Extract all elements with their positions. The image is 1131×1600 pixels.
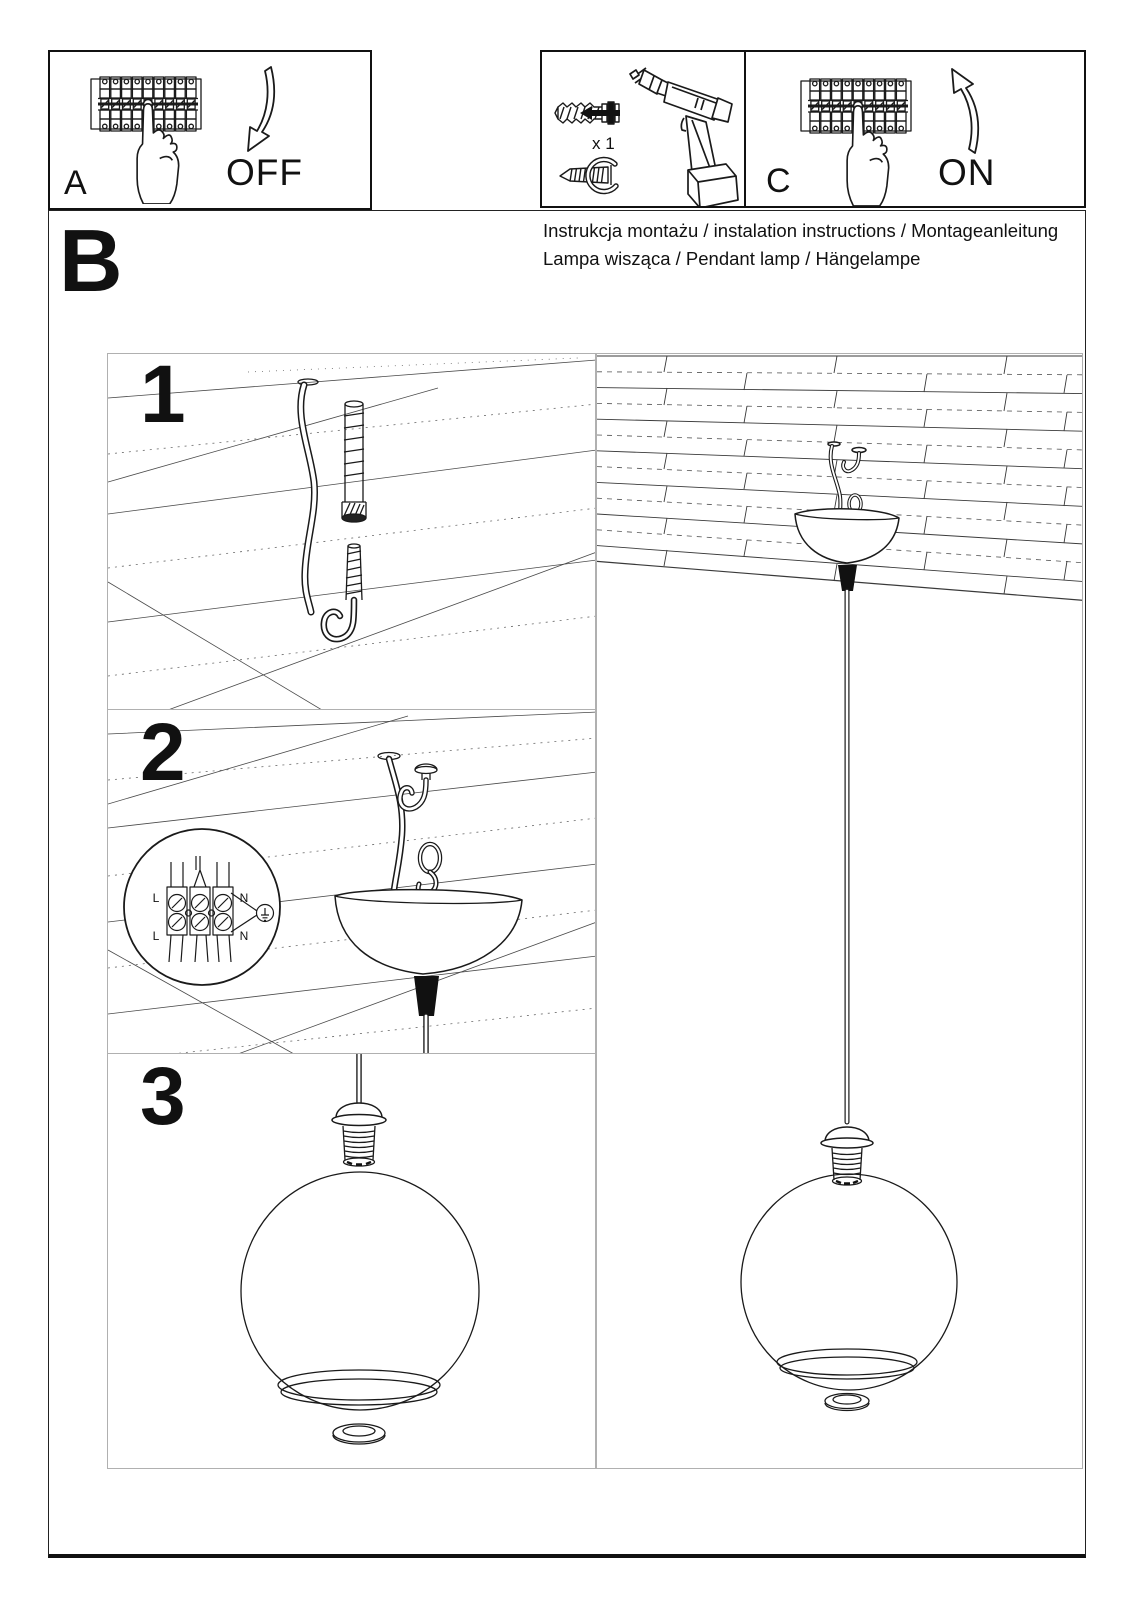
strain-relief-cone-icon — [414, 976, 439, 1016]
wiring-diagram-inset — [124, 829, 280, 985]
strain-relief-cone-icon — [838, 565, 857, 591]
locking-ring-icon — [333, 1424, 385, 1444]
step-1-panel — [107, 353, 596, 709]
wiring-label-live-bottom: L — [152, 929, 160, 943]
wiring-label-live-top: L — [152, 891, 160, 905]
sphere-bottom-rim — [777, 1349, 917, 1379]
step-3-number: 3 — [140, 1053, 186, 1142]
ceiling-hole-icon — [828, 442, 840, 446]
pressing-hand-icon — [839, 104, 895, 206]
panel-c-label: C — [766, 162, 791, 200]
on-label: ON — [938, 152, 996, 193]
instruction-title-line2: Lampa wisząca / Pendant lamp / Hängelampe — [543, 248, 921, 269]
canopy-dome-icon — [335, 890, 522, 974]
lamp-socket-icon — [332, 1103, 386, 1166]
panel-c-power-on — [744, 50, 1086, 208]
step-3-panel — [107, 1053, 596, 1469]
anchor-quantity-label: x 1 — [592, 134, 615, 153]
mains-wire-icon — [301, 385, 315, 612]
installed-hook-icon — [843, 448, 866, 472]
ceiling-planks — [597, 356, 1083, 600]
curved-arrow-down-icon — [238, 64, 280, 156]
wiring-label-neutral-bottom: N — [239, 929, 249, 943]
wall-plug-icon — [554, 98, 638, 128]
panel-a-label: A — [64, 164, 87, 202]
assembled-lamp-panel — [596, 353, 1083, 1469]
step-2-number: 2 — [140, 709, 186, 798]
sphere-bottom-rim — [278, 1370, 440, 1405]
glass-sphere-shade — [241, 1172, 479, 1410]
pressing-hand-icon — [129, 102, 185, 204]
step-1-number: 1 — [140, 353, 186, 440]
wall-anchor-icon — [342, 401, 366, 522]
curved-arrow-up-icon — [942, 64, 984, 156]
instruction-title-line1: Instrukcja montażu / instalation instructions / Montageanleitung — [543, 220, 1059, 241]
canopy-dome-icon — [795, 509, 899, 563]
off-label: OFF — [226, 152, 303, 193]
panel-a-power-off — [48, 50, 372, 210]
hook-screw-icon — [558, 152, 654, 198]
instruction-title — [543, 217, 1058, 273]
wiring-label-neutral-top: N — [239, 891, 249, 905]
installed-hook-icon — [400, 764, 437, 809]
section-b-container — [48, 210, 1086, 1558]
ceiling-hook-icon — [324, 544, 362, 639]
section-b-label: B — [59, 211, 123, 310]
canopy-hanger-loop-icon — [418, 844, 440, 895]
assembled-lamp-drawing — [597, 354, 1083, 1469]
step-2-panel — [107, 709, 596, 1053]
locking-ring-icon — [825, 1394, 869, 1411]
tools-panel — [540, 50, 746, 208]
mains-wire-icon — [389, 759, 402, 890]
